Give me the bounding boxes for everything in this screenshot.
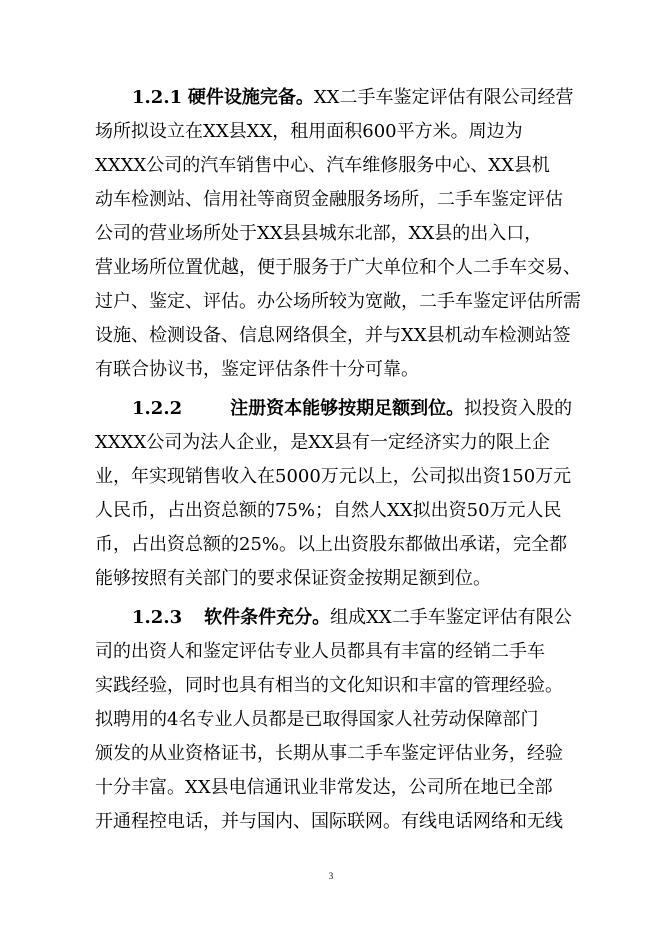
paragraph-line: 能够按照有关部门的要求保证资金按期足额到位。 <box>95 568 491 589</box>
paragraph-line: 业，年实现销售收入在5000万元以上，公司拟出资150万元 <box>95 466 572 487</box>
paragraph-line: 场所拟设立在XX县XX，租用面积600平方米。周边为 <box>95 121 523 142</box>
paragraph-text: XX二手车鉴定评估有限公司经营 <box>313 87 574 108</box>
paragraph-line <box>132 606 572 630</box>
paragraph-line: XXXX公司为法人企业，是XX县有一定经济实力的限上企 <box>95 432 550 453</box>
paragraph-line: 人民币，占出资总额的75%；自然人XX拟出资50万元人民 <box>95 500 562 521</box>
paragraph-line: 有联合协议书，鉴定评估条件十分可靠。 <box>95 359 419 380</box>
section-number: 1.2.3 <box>132 607 183 628</box>
paragraph-line: 过户、鉴定、评估。办公场所较为宽敞，二手车鉴定评估所需 <box>95 291 581 312</box>
paragraph-line: 十分丰富。XX县电信通讯业非常发达，公司所在地已全部 <box>95 777 553 798</box>
section-heading: 注册资本能够按期足额到位。 <box>230 398 465 419</box>
paragraph-line: 公司的营业场所处于XX县县城东北部，XX县的出入口， <box>95 223 543 244</box>
paragraph-line: 设施、检测设备、信息网络俱全，并与XX县机动车检测站签 <box>95 325 571 346</box>
section-number: 1.2.2 <box>132 398 183 419</box>
page-number: 3 <box>328 871 334 881</box>
paragraph-line: 颁发的从业资格证书，长期从事二手车鉴定评估业务，经验 <box>95 743 563 764</box>
paragraph-line: XXXX公司的汽车销售中心、汽车维修服务中心、XX县机 <box>95 155 550 176</box>
paragraph-line <box>132 397 572 421</box>
paragraph-line: 实践经验，同时也具有相当的文化知识和丰富的管理经验。 <box>95 675 563 696</box>
paragraph-line: 拟聘用的4名专业人员都是已取得国家人社劳动保障部门 <box>95 709 539 730</box>
section-heading: 硬件设施完备。 <box>187 87 314 108</box>
paragraph-text: 组成XX二手车鉴定评估有限公 <box>330 607 572 628</box>
paragraph-text: 拟投资入股的 <box>464 398 573 419</box>
paragraph-line: 开通程控电话，并与国内、国际联网。有线电话网络和无线 <box>95 811 563 832</box>
paragraph-line: 司的出资人和鉴定评估专业人员都具有丰富的经销二手车 <box>95 641 545 662</box>
paragraph-line: 币，占出资总额的25%。以上出资股东都做出承诺，完全都 <box>95 534 568 555</box>
section-number: 1.2.1 <box>132 87 183 108</box>
section-heading: 软件条件充分。 <box>204 607 331 628</box>
paragraph-line: 动车检测站、信用社等商贸金融服务场所，二手车鉴定评估 <box>95 189 563 210</box>
paragraph-line: 营业场所位置优越，便于服务于广大单位和个人二手车交易、 <box>95 257 581 278</box>
paragraph-line <box>132 86 573 110</box>
